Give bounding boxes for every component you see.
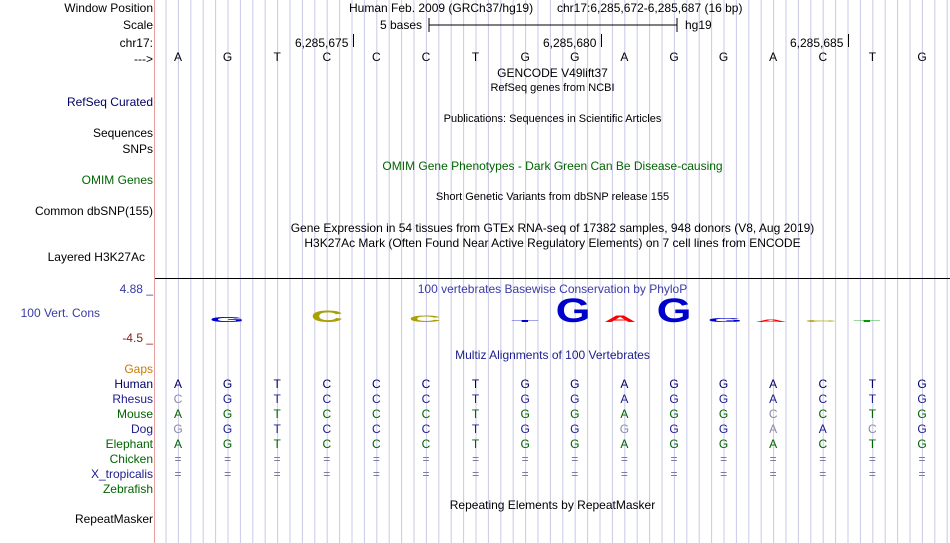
aligned-base: T	[273, 392, 281, 406]
aligned-base: A	[769, 392, 778, 406]
base-letter: C	[818, 50, 828, 64]
logo-letter: A	[754, 318, 788, 323]
base-letter: A	[173, 50, 182, 64]
aligned-base: C	[322, 392, 332, 406]
aligned-base: A	[769, 422, 778, 436]
gaps-track-label[interactable]: Gaps	[124, 362, 153, 376]
aligned-base: T	[273, 407, 281, 421]
aligned-base: G	[570, 422, 580, 436]
aligned-base: G	[718, 437, 729, 451]
aligned-base: =	[422, 467, 430, 481]
aligned-base: G	[669, 407, 679, 421]
aligned-base: T	[471, 392, 480, 406]
aligned-base: G	[917, 377, 927, 391]
aligned-base: =	[620, 467, 628, 481]
aligned-base: G	[669, 377, 679, 391]
base-letter: T	[273, 50, 281, 64]
aligned-base: C	[818, 377, 828, 391]
aligned-base: =	[571, 452, 579, 466]
aligned-base: T	[471, 377, 480, 391]
scale-db-text: hg19	[685, 18, 712, 32]
aligned-base: =	[521, 467, 529, 481]
base-letter: G	[718, 50, 729, 64]
logo-letter: T	[853, 319, 881, 323]
species-label[interactable]: Chicken	[109, 452, 153, 466]
aligned-base: G	[222, 422, 233, 436]
omim-track-label[interactable]: OMIM Genes	[81, 173, 153, 187]
aligned-base: =	[224, 452, 232, 466]
species-label[interactable]: Rhesus	[112, 392, 153, 406]
refseq-track-label[interactable]: RefSeq Curated	[66, 95, 153, 109]
aligned-base: G	[570, 437, 580, 451]
aligned-base: C	[818, 437, 828, 451]
aligned-base: T	[273, 377, 281, 391]
aligned-base: =	[868, 452, 876, 466]
gtex-track-title[interactable]: Gene Expression in 54 tissues from GTEx RNA-seq of 17382 samples, 948 donors (V8, Aug 2019)	[290, 221, 815, 235]
aligned-base: =	[372, 452, 380, 466]
aligned-base: A	[173, 437, 182, 451]
aligned-base: G	[917, 407, 927, 421]
aligned-base: G	[669, 422, 679, 436]
logo-letter: C	[408, 313, 442, 324]
aligned-base: G	[570, 407, 580, 421]
aligned-base: =	[868, 467, 876, 481]
aligned-base: G	[669, 437, 679, 451]
aligned-base: =	[472, 452, 480, 466]
aligned-base: T	[868, 437, 877, 451]
scale-bar	[428, 16, 680, 34]
aligned-base: G	[718, 392, 729, 406]
assembly-text: Human Feb. 2009 (GRCh37/hg19)	[349, 1, 534, 15]
species-label[interactable]: Human	[114, 377, 153, 391]
phylop-track-title[interactable]: 100 vertebrates Basewise Conservation by PhyloP	[417, 282, 688, 296]
base-letter: T	[471, 50, 480, 64]
aligned-base: C	[421, 392, 431, 406]
aligned-base: C	[818, 407, 828, 421]
base-letter: G	[520, 50, 530, 64]
aligned-base: =	[918, 467, 926, 481]
aligned-base: C	[421, 422, 431, 436]
aligned-base: =	[571, 467, 579, 481]
aligned-base: G	[222, 377, 233, 391]
aligned-base: C	[173, 392, 183, 406]
aligned-base: C	[818, 392, 828, 406]
coord-tick-mark-2	[601, 34, 602, 47]
aligned-base: A	[620, 377, 629, 391]
species-label[interactable]: Mouse	[116, 407, 153, 421]
scale-label: Scale	[122, 18, 153, 32]
chrom-label: chr17:	[119, 36, 153, 50]
aligned-base: =	[620, 452, 628, 466]
phylop-max-label: 4.88 _	[119, 282, 153, 296]
aligned-base: G	[520, 377, 530, 391]
h3k27ac-track-label[interactable]: Layered H3K27Ac	[47, 250, 145, 264]
aligned-base: G	[718, 377, 729, 391]
coord-tick-3: 6,285,685	[790, 36, 844, 50]
h3k27ac-track-title[interactable]: H3K27Ac Mark (Often Found Near Active Regulatory Elements) on 7 cell lines from ENCODE	[304, 236, 801, 250]
aligned-base: T	[471, 437, 480, 451]
logo-letter: T	[511, 319, 539, 323]
aligned-base: T	[273, 422, 281, 436]
aligned-base: =	[224, 467, 232, 481]
aligned-base: C	[372, 437, 381, 451]
aligned-base: =	[472, 467, 480, 481]
phylop-track-label[interactable]: 100 Vert. Cons	[20, 306, 100, 320]
scale-bases-text: 5 bases	[380, 18, 423, 32]
aligned-base: =	[521, 452, 529, 466]
refseq-track-subtitle[interactable]: RefSeq genes from NCBI	[490, 82, 615, 94]
aligned-base: G	[917, 422, 927, 436]
aligned-base: =	[720, 452, 728, 466]
phylop-min-label: -4.5 _	[122, 331, 153, 345]
aligned-base: =	[273, 452, 281, 466]
sequences-track-label[interactable]: Sequences	[92, 126, 153, 140]
aligned-base: A	[173, 377, 182, 391]
aligned-base: =	[323, 452, 331, 466]
aligned-base: T	[868, 392, 877, 406]
aligned-base: =	[372, 467, 380, 481]
logo-letter: G	[656, 295, 692, 330]
base-letter: G	[570, 50, 580, 64]
base-letter: C	[372, 50, 381, 64]
aligned-base: A	[620, 392, 629, 406]
aligned-base: =	[174, 467, 182, 481]
coord-tick-1: 6,285,675	[295, 36, 349, 50]
aligned-base: G	[917, 437, 927, 451]
aligned-base: G	[718, 407, 729, 421]
base-letter: G	[917, 50, 927, 64]
strand-label: --->	[134, 52, 153, 66]
coord-tick-2: 6,285,680	[543, 36, 597, 50]
aligned-base: G	[222, 437, 233, 451]
window-position-label: Window Position	[64, 1, 153, 15]
aligned-base: =	[918, 452, 926, 466]
aligned-base: =	[323, 467, 331, 481]
aligned-base: C	[322, 422, 332, 436]
conservation-logo	[155, 295, 950, 335]
aligned-base: G	[669, 392, 679, 406]
aligned-base: C	[768, 407, 778, 421]
base-letter: G	[222, 50, 233, 64]
left-border-line	[154, 0, 155, 543]
aligned-base: G	[619, 422, 630, 436]
aligned-base: =	[769, 467, 777, 481]
aligned-base: G	[917, 392, 927, 406]
aligned-base: =	[720, 467, 728, 481]
aligned-base: T	[868, 377, 877, 391]
dbsnp-track-label[interactable]: Common dbSNP(155)	[34, 204, 153, 218]
aligned-base: C	[372, 422, 381, 436]
aligned-base: T	[273, 437, 281, 451]
aligned-base: C	[322, 377, 332, 391]
species-label[interactable]: Zebrafish	[102, 482, 153, 496]
aligned-base: A	[620, 407, 629, 421]
repeatmasker-track-title[interactable]: Repeating Elements by RepeatMasker	[449, 498, 656, 512]
aligned-base: G	[173, 422, 183, 436]
aligned-base: C	[322, 407, 332, 421]
aligned-base: =	[273, 467, 281, 481]
aligned-base: G	[520, 422, 530, 436]
base-letter: A	[769, 50, 778, 64]
aligned-base: T	[471, 422, 480, 436]
repeatmasker-track-label[interactable]: RepeatMasker	[74, 512, 153, 526]
aligned-base: C	[372, 407, 381, 421]
aligned-base: =	[174, 452, 182, 466]
base-letter: T	[868, 50, 877, 64]
aligned-base: =	[819, 452, 827, 466]
logo-letter: G	[707, 317, 743, 324]
aligned-base: G	[520, 407, 530, 421]
logo-letter: C	[804, 319, 838, 323]
aligned-base: G	[520, 437, 530, 451]
aligned-base: G	[718, 422, 729, 436]
aligned-base: C	[421, 407, 431, 421]
logo-letter: C	[310, 307, 344, 326]
logo-letter: G	[209, 315, 245, 324]
aligned-base: =	[819, 467, 827, 481]
aligned-base: A	[769, 377, 778, 391]
aligned-base: A	[173, 407, 182, 421]
aligned-base: C	[322, 437, 332, 451]
aligned-base: A	[769, 437, 778, 451]
publications-track-title[interactable]: Publications: Sequences in Scientific Articles	[443, 113, 662, 125]
omim-track-title[interactable]: OMIM Gene Phenotypes - Dark Green Can Be Disease-causing	[382, 159, 723, 173]
base-letter: C	[421, 50, 431, 64]
dbsnp-track-title[interactable]: Short Genetic Variants from dbSNP release 155	[435, 191, 670, 203]
aligned-base: G	[520, 392, 530, 406]
base-letter: C	[322, 50, 332, 64]
coord-tick-mark-3	[848, 34, 849, 47]
position-text: chr17:6,285,672-6,285,687 (16 bp)	[557, 1, 743, 15]
aligned-base: A	[620, 437, 629, 451]
track-separator	[155, 278, 950, 279]
gencode-track-title[interactable]: GENCODE V49lift37	[497, 66, 608, 80]
aligned-base: C	[421, 377, 431, 391]
base-letter: G	[669, 50, 679, 64]
multiz-track-title[interactable]: Multiz Alignments of 100 Vertebrates	[455, 348, 650, 362]
logo-letter: G	[555, 295, 591, 330]
base-letter: A	[620, 50, 629, 64]
aligned-base: G	[222, 392, 233, 406]
aligned-base: =	[670, 467, 678, 481]
aligned-base: G	[222, 407, 233, 421]
species-label[interactable]: X_tropicalis	[90, 467, 153, 481]
logo-letter: A	[603, 313, 637, 324]
coord-tick-mark-1	[353, 34, 354, 47]
snps-track-label[interactable]: SNPs	[122, 142, 153, 156]
aligned-base: T	[471, 407, 480, 421]
aligned-base: C	[868, 422, 877, 436]
aligned-base: G	[570, 377, 580, 391]
aligned-base: =	[769, 452, 777, 466]
species-label[interactable]: Elephant	[105, 437, 153, 451]
aligned-base: G	[570, 392, 580, 406]
aligned-base: T	[868, 407, 877, 421]
aligned-base: C	[372, 377, 381, 391]
aligned-base: =	[422, 452, 430, 466]
aligned-base: =	[670, 452, 678, 466]
aligned-base: C	[372, 392, 381, 406]
species-label[interactable]: Dog	[130, 422, 153, 436]
aligned-base: A	[818, 422, 827, 436]
aligned-base: C	[421, 437, 431, 451]
